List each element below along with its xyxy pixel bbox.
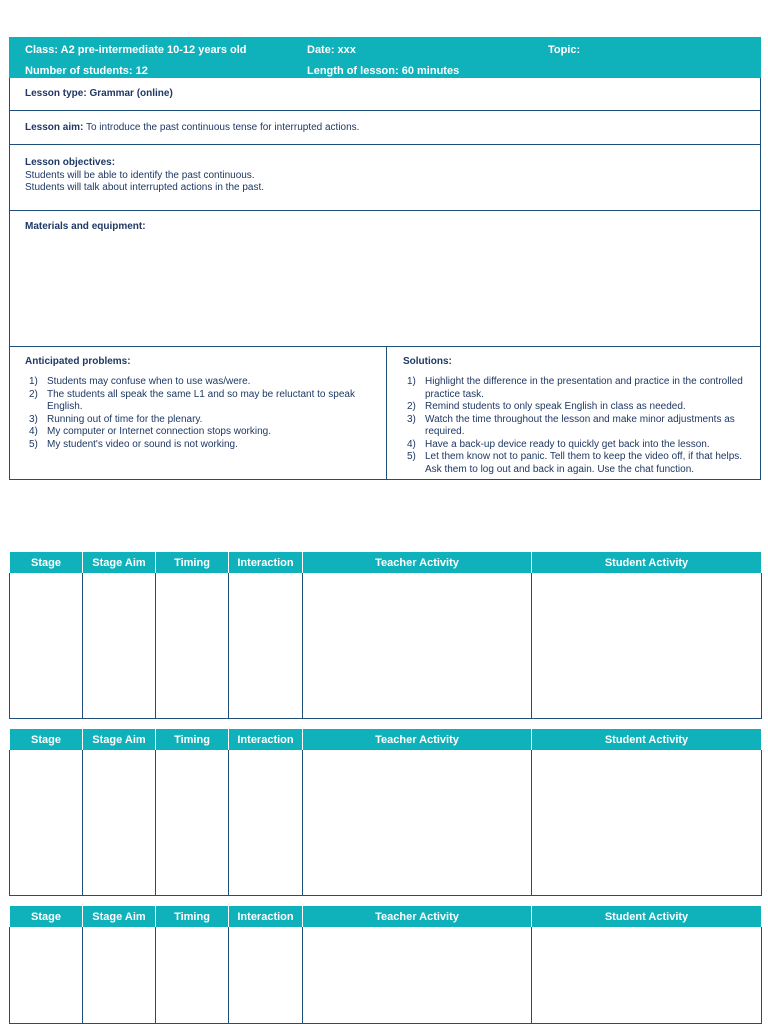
stage-cell[interactable] bbox=[10, 927, 83, 1023]
stage-cell[interactable] bbox=[10, 573, 83, 718]
stage-table-header bbox=[10, 906, 762, 927]
materials-section bbox=[9, 211, 761, 347]
col-student-activity: Student Activity bbox=[532, 906, 762, 927]
stage-row bbox=[10, 927, 762, 1023]
solutions-list bbox=[403, 376, 753, 476]
solutions-column bbox=[403, 356, 753, 476]
date-label: Date: xxx bbox=[307, 44, 356, 56]
interaction-cell[interactable] bbox=[229, 927, 303, 1023]
problem-item: 4) My computer or Internet connection stops working. bbox=[29, 426, 271, 437]
stage-aim-cell[interactable] bbox=[83, 573, 156, 718]
problems-solutions-section bbox=[9, 347, 761, 480]
problem-item: 2) The students all speak the same L1 and so may be reluctant to speak English. bbox=[29, 388, 355, 412]
students-label: Number of students: 12 bbox=[25, 65, 148, 77]
problems-column bbox=[25, 356, 365, 451]
problem-item: 5) My student's video or sound is not working. bbox=[29, 438, 238, 450]
stage-aim-cell[interactable] bbox=[83, 927, 156, 1023]
stage-table-header bbox=[10, 552, 762, 573]
timing-cell[interactable] bbox=[156, 927, 229, 1023]
interaction-cell[interactable] bbox=[229, 750, 303, 895]
stage-cell[interactable] bbox=[10, 750, 83, 895]
solutions-label: Solutions: bbox=[403, 356, 452, 367]
stage-row bbox=[10, 750, 762, 895]
teacher-activity-cell[interactable] bbox=[303, 750, 532, 895]
teacher-activity-cell[interactable] bbox=[303, 573, 532, 718]
solution-item: 1) Highlight the difference in the presentation and practice in the controlled practice task. bbox=[407, 376, 743, 400]
lesson-objectives-section bbox=[9, 145, 761, 211]
objective-item: Students will be able to identify the past continuous. bbox=[25, 169, 255, 181]
lesson-header bbox=[9, 37, 761, 78]
lesson-type-text: Lesson type: Grammar (online) bbox=[25, 88, 173, 99]
col-stage: Stage bbox=[10, 729, 83, 750]
col-stage-aim: Stage Aim bbox=[83, 906, 156, 927]
stage-aim-cell[interactable] bbox=[83, 750, 156, 895]
lesson-type-section bbox=[9, 78, 761, 111]
stage-table bbox=[9, 906, 762, 1024]
problem-item: 1) Students may confuse when to use was/were. bbox=[29, 376, 251, 387]
solution-item: 3) Watch the time throughout the lesson and make minor adjustments as required. bbox=[407, 413, 735, 437]
solution-item: 2) Remind students to only speak English in class as needed. bbox=[407, 401, 686, 412]
student-activity-cell[interactable] bbox=[532, 927, 762, 1023]
stage-row bbox=[10, 573, 762, 718]
objectives-label: Lesson objectives: bbox=[25, 157, 116, 168]
stage-table-header bbox=[10, 729, 762, 750]
col-timing: Timing bbox=[156, 906, 229, 927]
col-stage-aim: Stage Aim bbox=[83, 552, 156, 573]
lesson-aim-text: To introduce the past continuous tense for interrupted actions. bbox=[83, 122, 360, 133]
stage-table bbox=[9, 729, 762, 896]
col-timing: Timing bbox=[156, 552, 229, 573]
lesson-aim-section bbox=[9, 111, 761, 145]
problems-list bbox=[25, 376, 365, 451]
col-student-activity: Student Activity bbox=[532, 729, 762, 750]
col-teacher-activity: Teacher Activity bbox=[303, 906, 532, 927]
objectives-block bbox=[25, 157, 264, 195]
col-stage-aim: Stage Aim bbox=[83, 729, 156, 750]
solution-item: 4) Have a back-up device ready to quickly get back into the lesson. bbox=[407, 438, 710, 450]
col-timing: Timing bbox=[156, 729, 229, 750]
lesson-aim-label: Lesson aim: bbox=[25, 122, 84, 133]
col-stage: Stage bbox=[10, 552, 83, 573]
col-interaction: Interaction bbox=[229, 552, 303, 573]
teacher-activity-cell[interactable] bbox=[303, 927, 532, 1023]
lesson-aim-line bbox=[25, 122, 359, 133]
student-activity-cell[interactable] bbox=[532, 573, 762, 718]
class-label: Class: A2 pre-intermediate 10-12 years old bbox=[25, 44, 247, 56]
student-activity-cell[interactable] bbox=[532, 750, 762, 895]
materials-label: Materials and equipment: bbox=[25, 221, 146, 232]
col-stage: Stage bbox=[10, 906, 83, 927]
col-interaction: Interaction bbox=[229, 729, 303, 750]
col-teacher-activity: Teacher Activity bbox=[303, 729, 532, 750]
solution-item: 5) Let them know not to panic. Tell them to keep the video off, if that helps. Ask them to log out and back in again. Use the chat function. bbox=[407, 451, 743, 475]
problems-label: Anticipated problems: bbox=[25, 356, 131, 367]
problem-item: 3) Running out of time for the plenary. bbox=[29, 413, 203, 425]
timing-cell[interactable] bbox=[156, 573, 229, 718]
topic-label: Topic: bbox=[548, 44, 581, 56]
length-label: Length of lesson: 60 minutes bbox=[307, 65, 460, 77]
objective-item: Students will talk about interrupted actions in the past. bbox=[25, 182, 265, 193]
stage-table bbox=[9, 552, 762, 719]
timing-cell[interactable] bbox=[156, 750, 229, 895]
column-divider bbox=[386, 347, 387, 479]
col-teacher-activity: Teacher Activity bbox=[303, 552, 532, 573]
interaction-cell[interactable] bbox=[229, 573, 303, 718]
col-interaction: Interaction bbox=[229, 906, 303, 927]
col-student-activity: Student Activity bbox=[532, 552, 762, 573]
